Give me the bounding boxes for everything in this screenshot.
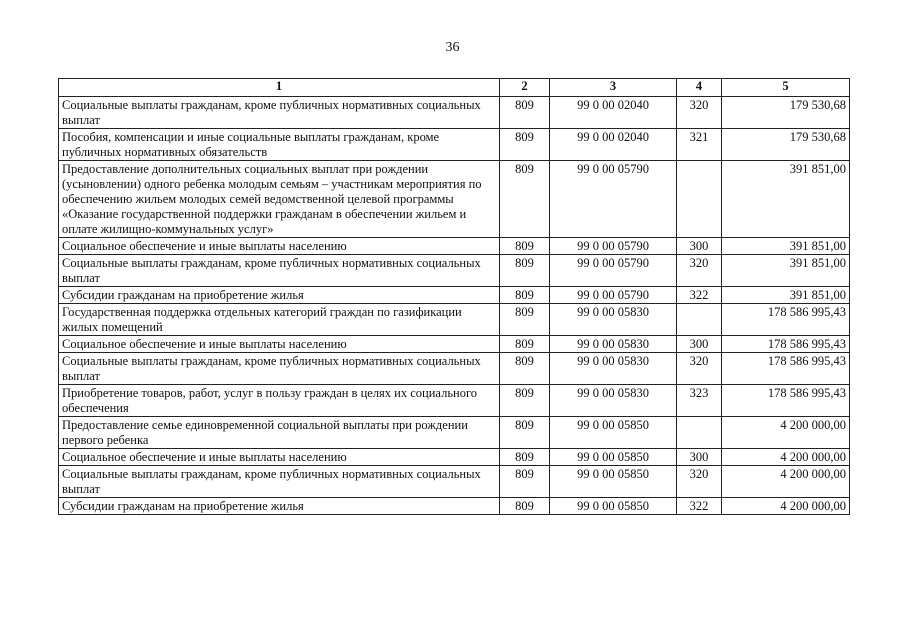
row-name-cell: Социальное обеспечение и иные выплаты населению	[59, 336, 500, 353]
row-name-cell: Пособия, компенсации и иные социальные выплаты гражданам, кроме публичных нормативных обязательств	[59, 129, 500, 161]
row-sum-cell: 391 851,00	[722, 287, 850, 304]
row-name-cell: Социальные выплаты гражданам, кроме публичных нормативных социальных выплат	[59, 255, 500, 287]
row-vr-cell: 321	[677, 129, 722, 161]
row-vr-cell: 300	[677, 238, 722, 255]
row-sum-cell: 178 586 995,43	[722, 304, 850, 336]
row-vr-cell: 320	[677, 97, 722, 129]
table-row	[59, 417, 850, 449]
row-vr-cell: 323	[677, 385, 722, 417]
row-csr-cell: 99 0 00 05830	[550, 385, 677, 417]
row-vr-cell: 322	[677, 498, 722, 515]
table-row	[59, 161, 850, 238]
row-ved-cell: 809	[500, 97, 550, 129]
row-name-cell: Предоставление семье единовременной социальной выплаты при рождении первого ребенка	[59, 417, 500, 449]
row-ved-cell: 809	[500, 255, 550, 287]
row-vr-cell: 320	[677, 353, 722, 385]
table-row	[59, 97, 850, 129]
row-name-cell: Приобретение товаров, работ, услуг в пользу граждан в целях их социального обеспечения	[59, 385, 500, 417]
header-col-2: 2	[500, 79, 550, 97]
row-sum-cell: 4 200 000,00	[722, 498, 850, 515]
row-csr-cell: 99 0 00 05850	[550, 466, 677, 498]
row-csr-cell: 99 0 00 02040	[550, 97, 677, 129]
row-ved-cell: 809	[500, 466, 550, 498]
header-col-1: 1	[59, 79, 500, 97]
row-vr-cell: 300	[677, 449, 722, 466]
row-ved-cell: 809	[500, 129, 550, 161]
row-sum-cell: 179 530,68	[722, 129, 850, 161]
row-sum-cell: 178 586 995,43	[722, 336, 850, 353]
row-ved-cell: 809	[500, 336, 550, 353]
row-sum-cell: 391 851,00	[722, 238, 850, 255]
row-csr-cell: 99 0 00 05830	[550, 336, 677, 353]
row-name-cell: Субсидии гражданам на приобретение жилья	[59, 287, 500, 304]
row-csr-cell: 99 0 00 05830	[550, 304, 677, 336]
row-ved-cell: 809	[500, 498, 550, 515]
budget-table	[58, 78, 850, 515]
table-row	[59, 238, 850, 255]
row-name-cell: Социальные выплаты гражданам, кроме публичных нормативных социальных выплат	[59, 97, 500, 129]
table-row	[59, 498, 850, 515]
row-ved-cell: 809	[500, 161, 550, 238]
row-vr-cell	[677, 304, 722, 336]
table-row	[59, 466, 850, 498]
table-row	[59, 336, 850, 353]
row-ved-cell: 809	[500, 417, 550, 449]
page-number: 36	[445, 40, 460, 55]
table-row	[59, 385, 850, 417]
row-csr-cell: 99 0 00 05790	[550, 238, 677, 255]
row-sum-cell: 178 586 995,43	[722, 353, 850, 385]
row-vr-cell: 322	[677, 287, 722, 304]
header-col-5: 5	[722, 79, 850, 97]
row-csr-cell: 99 0 00 05830	[550, 353, 677, 385]
row-name-cell: Социальные выплаты гражданам, кроме публичных нормативных социальных выплат	[59, 353, 500, 385]
table-row	[59, 255, 850, 287]
row-sum-cell: 4 200 000,00	[722, 417, 850, 449]
row-vr-cell	[677, 161, 722, 238]
row-csr-cell: 99 0 00 05850	[550, 417, 677, 449]
header-col-3: 3	[550, 79, 677, 97]
row-csr-cell: 99 0 00 05790	[550, 287, 677, 304]
row-ved-cell: 809	[500, 287, 550, 304]
row-vr-cell	[677, 417, 722, 449]
row-name-cell: Субсидии гражданам на приобретение жилья	[59, 498, 500, 515]
row-vr-cell: 300	[677, 336, 722, 353]
row-sum-cell: 179 530,68	[722, 97, 850, 129]
row-ved-cell: 809	[500, 304, 550, 336]
row-name-cell: Социальное обеспечение и иные выплаты населению	[59, 238, 500, 255]
table-body	[59, 97, 850, 515]
row-csr-cell: 99 0 00 02040	[550, 129, 677, 161]
row-ved-cell: 809	[500, 449, 550, 466]
table-row	[59, 353, 850, 385]
row-sum-cell: 4 200 000,00	[722, 466, 850, 498]
row-csr-cell: 99 0 00 05850	[550, 498, 677, 515]
table-row	[59, 304, 850, 336]
row-sum-cell: 391 851,00	[722, 255, 850, 287]
table-row	[59, 287, 850, 304]
row-name-cell: Социальные выплаты гражданам, кроме публичных нормативных социальных выплат	[59, 466, 500, 498]
row-ved-cell: 809	[500, 385, 550, 417]
row-vr-cell: 320	[677, 255, 722, 287]
row-name-cell: Предоставление дополнительных социальных выплат при рождении (усыновлении) одного ребенка молодым семьям – участникам мероприятия по обеспечению жильем молодых семей ведомственной целевой программы «Оказание государственной поддержки гражданам в обеспечении жильем и оплате жилищно-коммунальных услуг»	[59, 161, 500, 238]
header-col-4: 4	[677, 79, 722, 97]
row-sum-cell: 178 586 995,43	[722, 385, 850, 417]
row-csr-cell: 99 0 00 05790	[550, 161, 677, 238]
row-name-cell: Государственная поддержка отдельных категорий граждан по газификации жилых помещений	[59, 304, 500, 336]
row-ved-cell: 809	[500, 353, 550, 385]
row-sum-cell: 391 851,00	[722, 161, 850, 238]
table-row	[59, 449, 850, 466]
row-name-cell: Социальное обеспечение и иные выплаты населению	[59, 449, 500, 466]
table-row	[59, 129, 850, 161]
table-header	[59, 79, 850, 97]
header-row	[59, 79, 850, 97]
row-sum-cell: 4 200 000,00	[722, 449, 850, 466]
row-vr-cell: 320	[677, 466, 722, 498]
row-csr-cell: 99 0 00 05790	[550, 255, 677, 287]
row-ved-cell: 809	[500, 238, 550, 255]
row-csr-cell: 99 0 00 05850	[550, 449, 677, 466]
